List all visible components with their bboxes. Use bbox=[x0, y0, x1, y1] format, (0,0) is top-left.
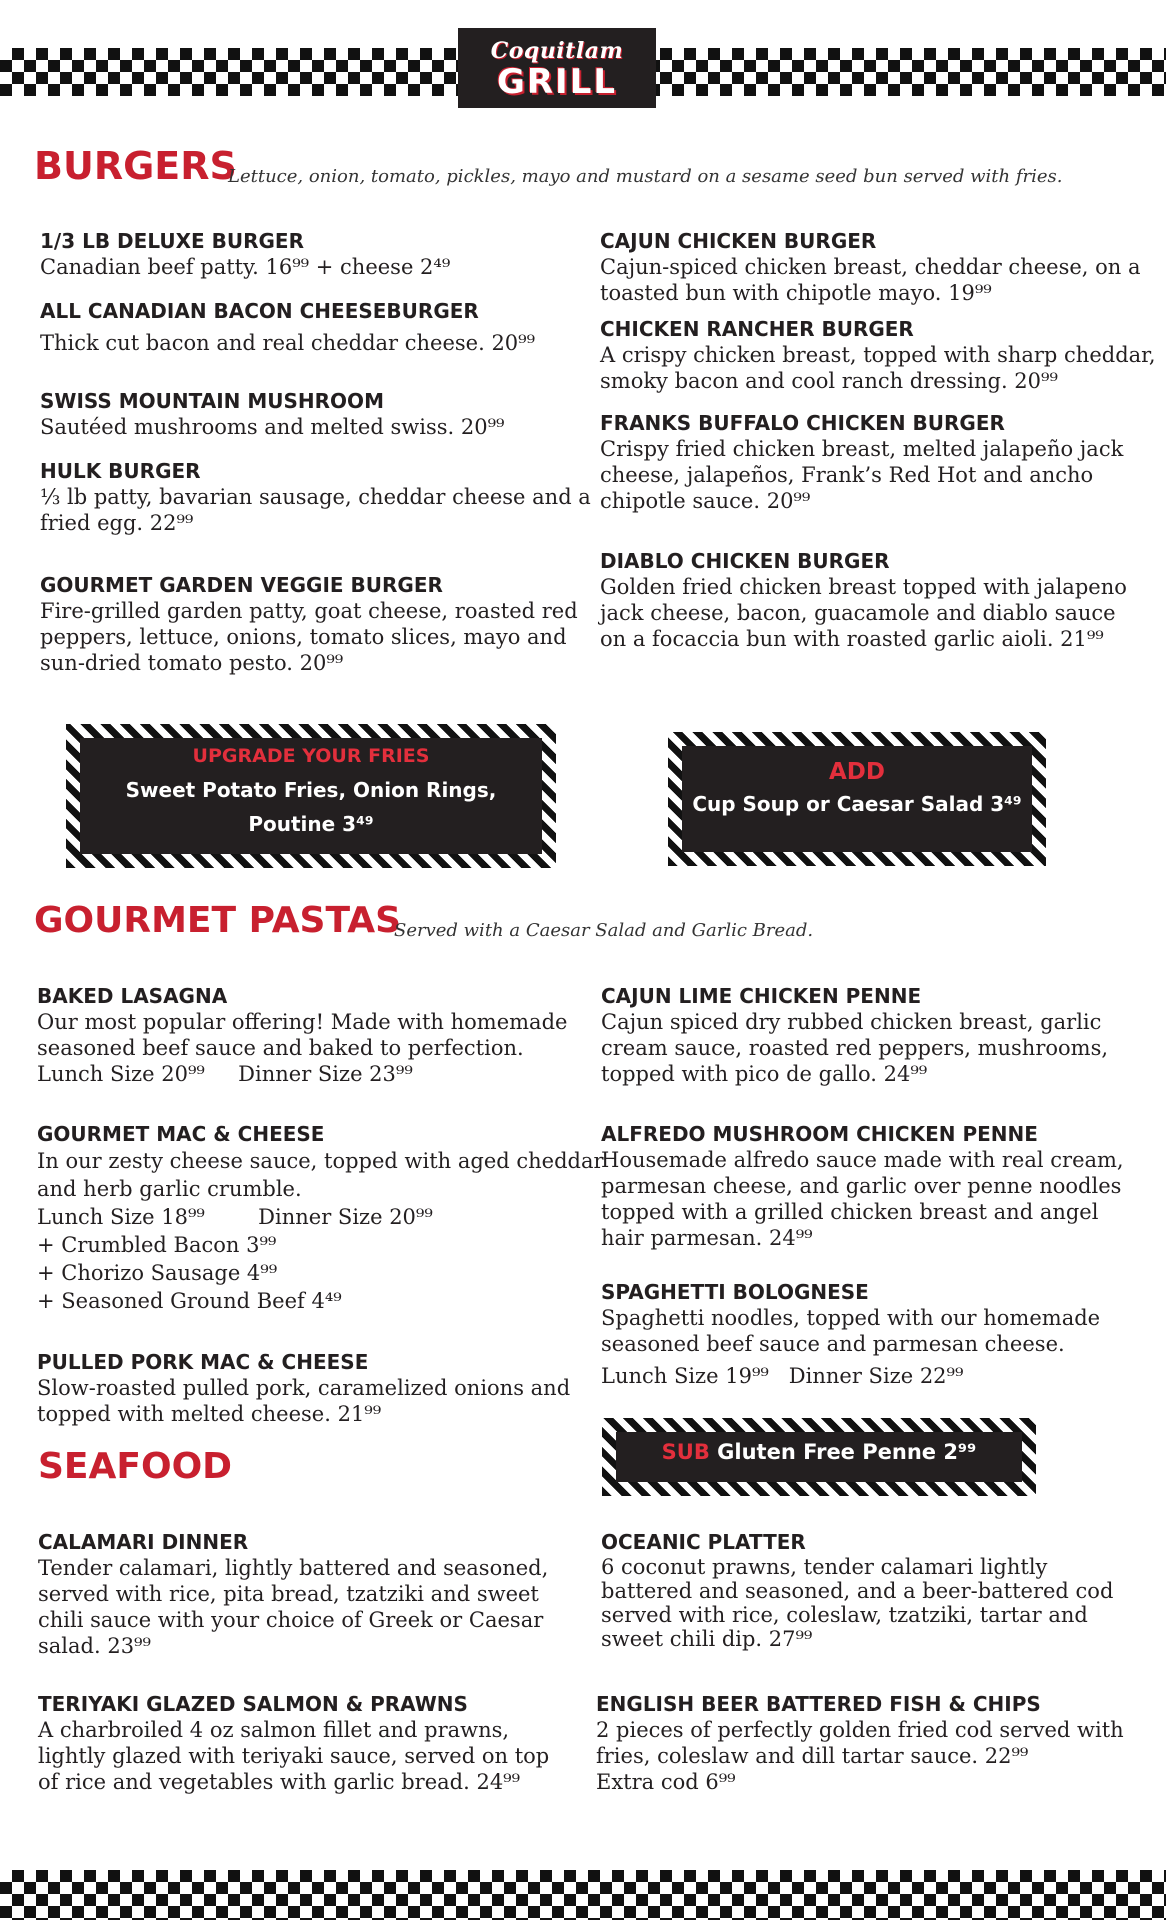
item-desc: Crispy fried chicken breast, melted jalapeño jack cheese, jalapeños, Frank’s Red Hot and ancho chipotle sauce. 20⁹⁹ bbox=[600, 437, 1124, 513]
item-desc: Golden fried chicken breast topped with jalapeno jack cheese, bacon, guacamole and diablo sauce on a focaccia bun with roasted garlic aioli. 21⁹⁹ bbox=[600, 575, 1127, 651]
checkered-border-bottom bbox=[0, 1870, 1166, 1920]
item-name: CHICKEN RANCHER BURGER bbox=[600, 317, 914, 341]
item-desc: 2 pieces of perfectly golden fried cod served with fries, coleslaw and dill tartar sauce. 22⁹⁹ Extra cod 6⁹⁹ bbox=[596, 1718, 1124, 1794]
logo-grill-text: GRILL bbox=[496, 62, 618, 102]
menu-item-franks-buffalo bbox=[600, 411, 1123, 514]
menu-item-pulled-pork-mac bbox=[37, 1350, 570, 1427]
menu-item-swiss-mushroom bbox=[40, 389, 504, 440]
item-desc: Canadian beef patty. 16⁹⁹ + cheese 2⁴⁹ bbox=[40, 255, 451, 279]
item-desc: Our most popular offering! Made with homemade seasoned beef sauce and baked to perfection. Lunch Size 20⁹⁹ Dinner Size 23⁹⁹ bbox=[37, 1010, 568, 1086]
item-name: FRANKS BUFFALO CHICKEN BURGER bbox=[600, 411, 1005, 435]
menu-item-hulk-burger bbox=[40, 459, 591, 536]
item-name: ALFREDO MUSHROOM CHICKEN PENNE bbox=[601, 1122, 1038, 1146]
item-name: ALL CANADIAN BACON CHEESEBURGER bbox=[40, 299, 479, 323]
item-name: CALAMARI DINNER bbox=[38, 1530, 249, 1554]
section-title-seafood: SEAFOOD bbox=[38, 1446, 233, 1487]
item-desc: In our zesty cheese sauce, topped with aged cheddar and herb garlic crumble. Lunch Size 18⁹⁹ Dinner Size 20⁹⁹ + Crumbled Bacon 3⁹⁹ + Chorizo Sausage 4⁹⁹ + Seasoned Ground Beef 4⁴⁹ bbox=[37, 1149, 604, 1313]
item-desc: ⅓ lb patty, bavarian sausage, cheddar cheese and a fried egg. 22⁹⁹ bbox=[40, 485, 591, 535]
logo-script-text: Coquitlam bbox=[490, 38, 624, 64]
menu-item-deluxe-burger bbox=[40, 229, 450, 280]
menu-item-oceanic-platter bbox=[601, 1530, 1113, 1651]
menu-item-cajun-lime-penne bbox=[601, 984, 1108, 1087]
item-name: 1/3 LB DELUXE BURGER bbox=[40, 229, 304, 253]
item-name: TERIYAKI GLAZED SALMON & PRAWNS bbox=[38, 1692, 468, 1716]
callout-heading: ADD bbox=[829, 759, 885, 785]
menu-item-calamari-dinner bbox=[38, 1530, 548, 1659]
item-name: CAJUN CHICKEN BURGER bbox=[600, 229, 877, 253]
menu-item-mac-and-cheese bbox=[37, 1122, 604, 1315]
item-desc: Fire-grilled garden patty, goat cheese, roasted red peppers, lettuce, onions, tomato slices, mayo and sun-dried tomato pesto. 20⁹⁹ bbox=[40, 599, 578, 675]
callout-text: Sweet Potato Fries, Onion Rings, bbox=[125, 778, 497, 802]
item-desc: Cajun spiced dry rubbed chicken breast, garlic cream sauce, roasted red peppers, mushrooms, topped with pico de gallo. 24⁹⁹ bbox=[601, 1010, 1109, 1086]
section-desc-burgers: Lettuce, onion, tomato, pickles, mayo and mustard on a sesame seed bun served with fries. bbox=[228, 166, 1063, 187]
menu-item-teriyaki-salmon bbox=[38, 1692, 549, 1795]
callout-add-soup-salad bbox=[668, 732, 1046, 866]
item-desc: Slow-roasted pulled pork, caramelized onions and topped with melted cheese. 21⁹⁹ bbox=[37, 1376, 571, 1426]
menu-item-diablo-chicken bbox=[600, 549, 1127, 652]
item-name: OCEANIC PLATTER bbox=[601, 1530, 806, 1554]
menu-item-cajun-chicken-burger bbox=[600, 229, 1141, 306]
item-desc: 6 coconut prawns, tender calamari lightly battered and seasoned, and a beer-battered cod served with rice, coleslaw, tzatziki, tartar and sweet chili dip. 27⁹⁹ bbox=[601, 1555, 1114, 1651]
menu-item-chicken-rancher bbox=[600, 317, 1156, 394]
callout-text: Poutine 3⁴⁹ bbox=[248, 812, 374, 836]
item-name: DIABLO CHICKEN BURGER bbox=[600, 549, 890, 573]
item-name: ENGLISH BEER BATTERED FISH & CHIPS bbox=[596, 1692, 1041, 1716]
menu-item-bacon-cheeseburger bbox=[40, 299, 535, 356]
item-desc: A crispy chicken breast, topped with sharp cheddar, smoky bacon and cool ranch dressing. 20⁹⁹ bbox=[600, 343, 1156, 393]
callout-heading: UPGRADE YOUR FRIES bbox=[192, 745, 430, 767]
menu-item-veggie-burger bbox=[40, 573, 578, 676]
item-name: HULK BURGER bbox=[40, 459, 201, 483]
item-desc: Housemade alfredo sauce made with real cream, parmesan cheese, and garlic over penne noodles topped with a grilled chicken breast and angel hair parmesan. 24⁹⁹ bbox=[601, 1148, 1124, 1250]
item-name: SWISS MOUNTAIN MUSHROOM bbox=[40, 389, 384, 413]
menu-item-alfredo-penne bbox=[601, 1122, 1124, 1251]
menu-item-fish-and-chips bbox=[596, 1692, 1124, 1795]
item-name: SPAGHETTI BOLOGNESE bbox=[601, 1280, 869, 1304]
item-name: PULLED PORK MAC & CHEESE bbox=[37, 1350, 369, 1374]
item-desc: Spaghetti noodles, topped with our homemade seasoned beef sauce and parmesan cheese. Lunch Size 19⁹⁹ Dinner Size 22⁹⁹ bbox=[601, 1306, 1101, 1388]
item-desc: Thick cut bacon and real cheddar cheese. 20⁹⁹ bbox=[40, 331, 536, 355]
section-title-burgers: BURGERS bbox=[34, 144, 237, 188]
callout-gluten-free-penne bbox=[602, 1418, 1036, 1496]
section-title-pastas: GOURMET PASTAS bbox=[34, 900, 402, 941]
callout-sub-label: SUB bbox=[661, 1440, 710, 1464]
callout-text bbox=[616, 1436, 1022, 1468]
item-name: GOURMET MAC & CHEESE bbox=[37, 1122, 325, 1146]
item-desc: Sautéed mushrooms and melted swiss. 20⁹⁹ bbox=[40, 415, 505, 439]
item-name: CAJUN LIME CHICKEN PENNE bbox=[601, 984, 922, 1008]
item-name: GOURMET GARDEN VEGGIE BURGER bbox=[40, 573, 443, 597]
item-name: BAKED LASAGNA bbox=[37, 984, 228, 1008]
callout-upgrade-fries bbox=[66, 724, 556, 868]
item-desc: A charbroiled 4 oz salmon fillet and prawns, lightly glazed with teriyaki sauce, served on top of rice and vegetables with garlic bread. 24⁹⁹ bbox=[38, 1718, 550, 1794]
callout-sub-text: Gluten Free Penne 2⁹⁹ bbox=[709, 1440, 977, 1464]
item-desc: Cajun-spiced chicken breast, cheddar cheese, on a toasted bun with chipotle mayo. 19⁹⁹ bbox=[600, 255, 1141, 305]
restaurant-logo bbox=[458, 28, 656, 108]
callout-text: Cup Soup or Caesar Salad 3⁴⁹ bbox=[692, 792, 1022, 816]
section-desc-pastas: Served with a Caesar Salad and Garlic Bread. bbox=[394, 920, 814, 941]
menu-item-spaghetti-bolognese bbox=[601, 1280, 1100, 1389]
menu-item-baked-lasagna bbox=[37, 984, 567, 1087]
item-desc: Tender calamari, lightly battered and seasoned, served with rice, pita bread, tzatziki and sweet chili sauce with your choice of Greek or Caesar salad. 23⁹⁹ bbox=[38, 1556, 549, 1658]
